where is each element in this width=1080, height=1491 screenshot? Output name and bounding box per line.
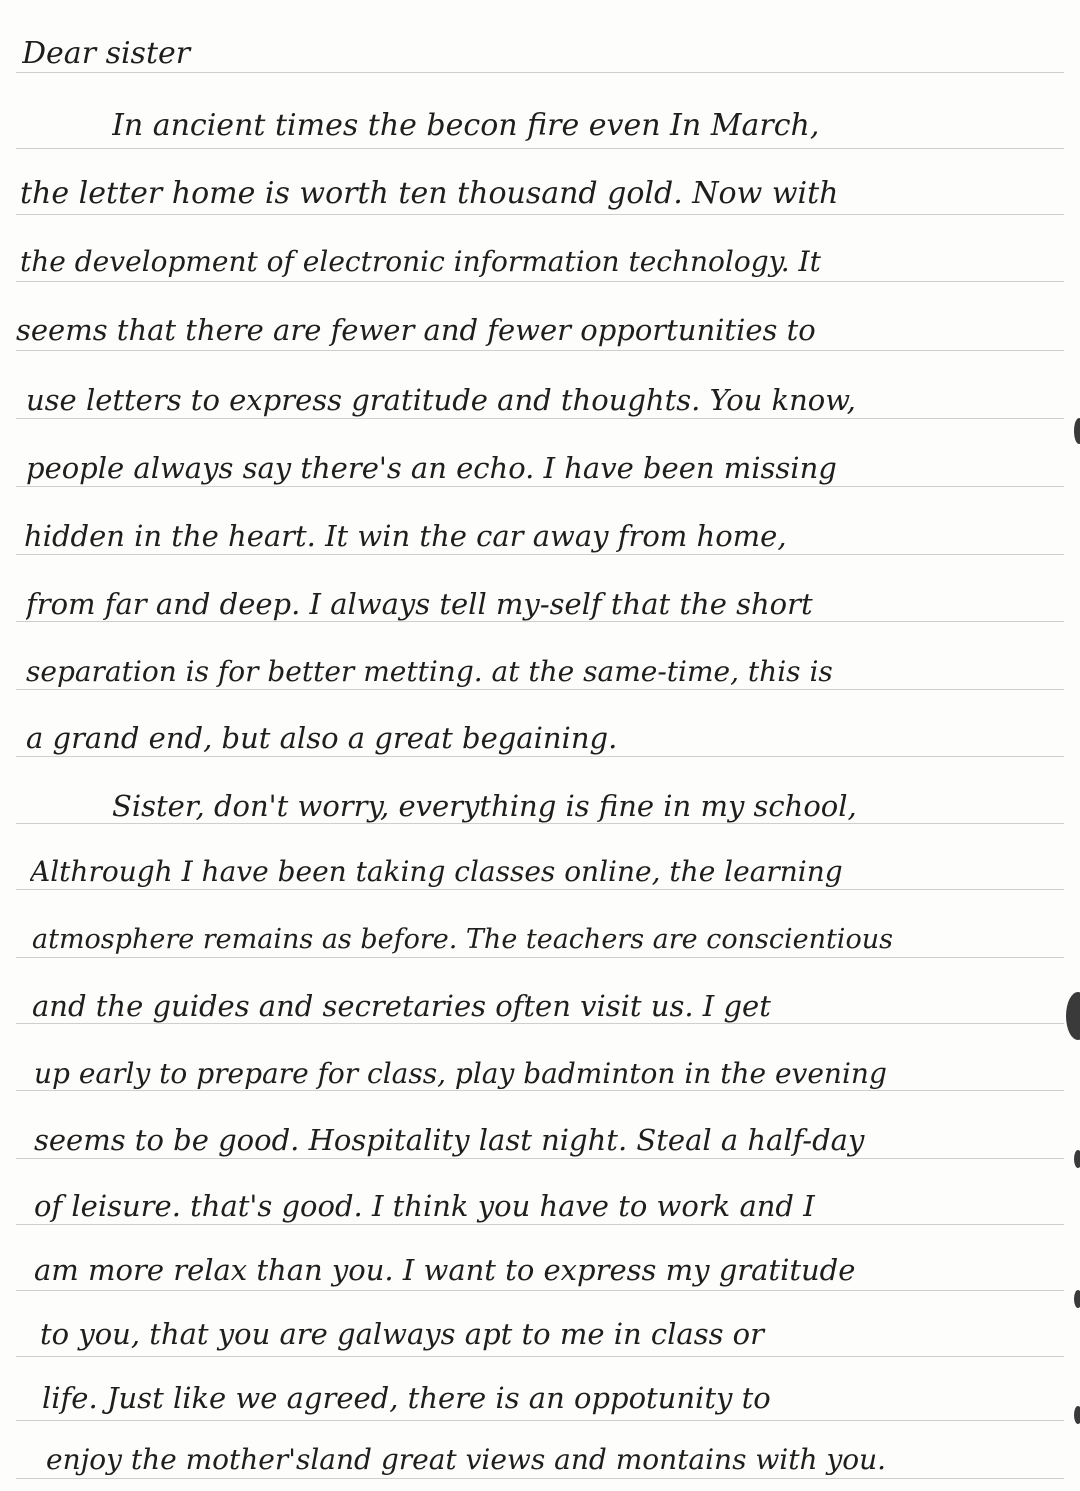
letter-line: a grand end, but also a great begaining. <box>26 721 618 755</box>
letter-line: up early to prepare for class, play badminton in the evening <box>34 1057 887 1090</box>
paper-edge-mark <box>1074 418 1080 444</box>
letter-line: atmosphere remains as before. The teachers are conscientious <box>32 924 893 955</box>
letter-line: the letter home is worth ten thousand gold. Now with <box>20 176 839 211</box>
paper-edge-mark <box>1074 1290 1080 1308</box>
letter-line: enjoy the mother'sland great views and montains with you. <box>46 1443 887 1476</box>
ruled-line <box>16 350 1064 351</box>
letter-line: In ancient times the becon fire even In March, <box>112 108 820 143</box>
letter-line: people always say there's an echo. I have been missing <box>26 451 837 485</box>
letter-line: from far and deep. I always tell my-self that the short <box>26 587 813 621</box>
letter-line: the development of electronic information technology. It <box>20 245 821 278</box>
letter-line: seems to be good. Hospitality last night. Steal a half-day <box>34 1123 865 1157</box>
letter-greeting: Dear sister <box>22 36 191 71</box>
letter-line: to you, that you are galways apt to me in class or <box>40 1317 764 1351</box>
letter-line: Sister, don't worry, everything is fine in my school, <box>112 789 857 823</box>
paper-edge-mark <box>1066 992 1080 1040</box>
paper-edge-mark <box>1074 1150 1080 1168</box>
letter-line: of leisure. that's good. I think you have to work and I <box>34 1189 815 1223</box>
letter-line: seems that there are fewer and fewer opportunities to <box>16 313 816 347</box>
letter-line: separation is for better metting. at the same-time, this is <box>26 655 833 688</box>
ruled-line <box>16 1420 1064 1421</box>
letter-line: and the guides and secretaries often visit us. I get <box>32 989 771 1023</box>
ruled-line <box>16 214 1064 215</box>
ruled-line <box>16 1290 1064 1291</box>
letter-line: Althrough I have been taking classes online, the learning <box>30 855 843 888</box>
ruled-line <box>16 1356 1064 1357</box>
paper-edge-mark <box>1074 1406 1080 1424</box>
letter-line: use letters to express gratitude and thoughts. You know, <box>26 383 856 417</box>
ruled-line <box>16 148 1064 149</box>
letter-line: am more relax than you. I want to express my gratitude <box>34 1253 856 1287</box>
letter-line: hidden in the heart. It win the car away from home, <box>24 519 787 553</box>
letter-line: life. Just like we agreed, there is an oppotunity to <box>42 1381 771 1415</box>
